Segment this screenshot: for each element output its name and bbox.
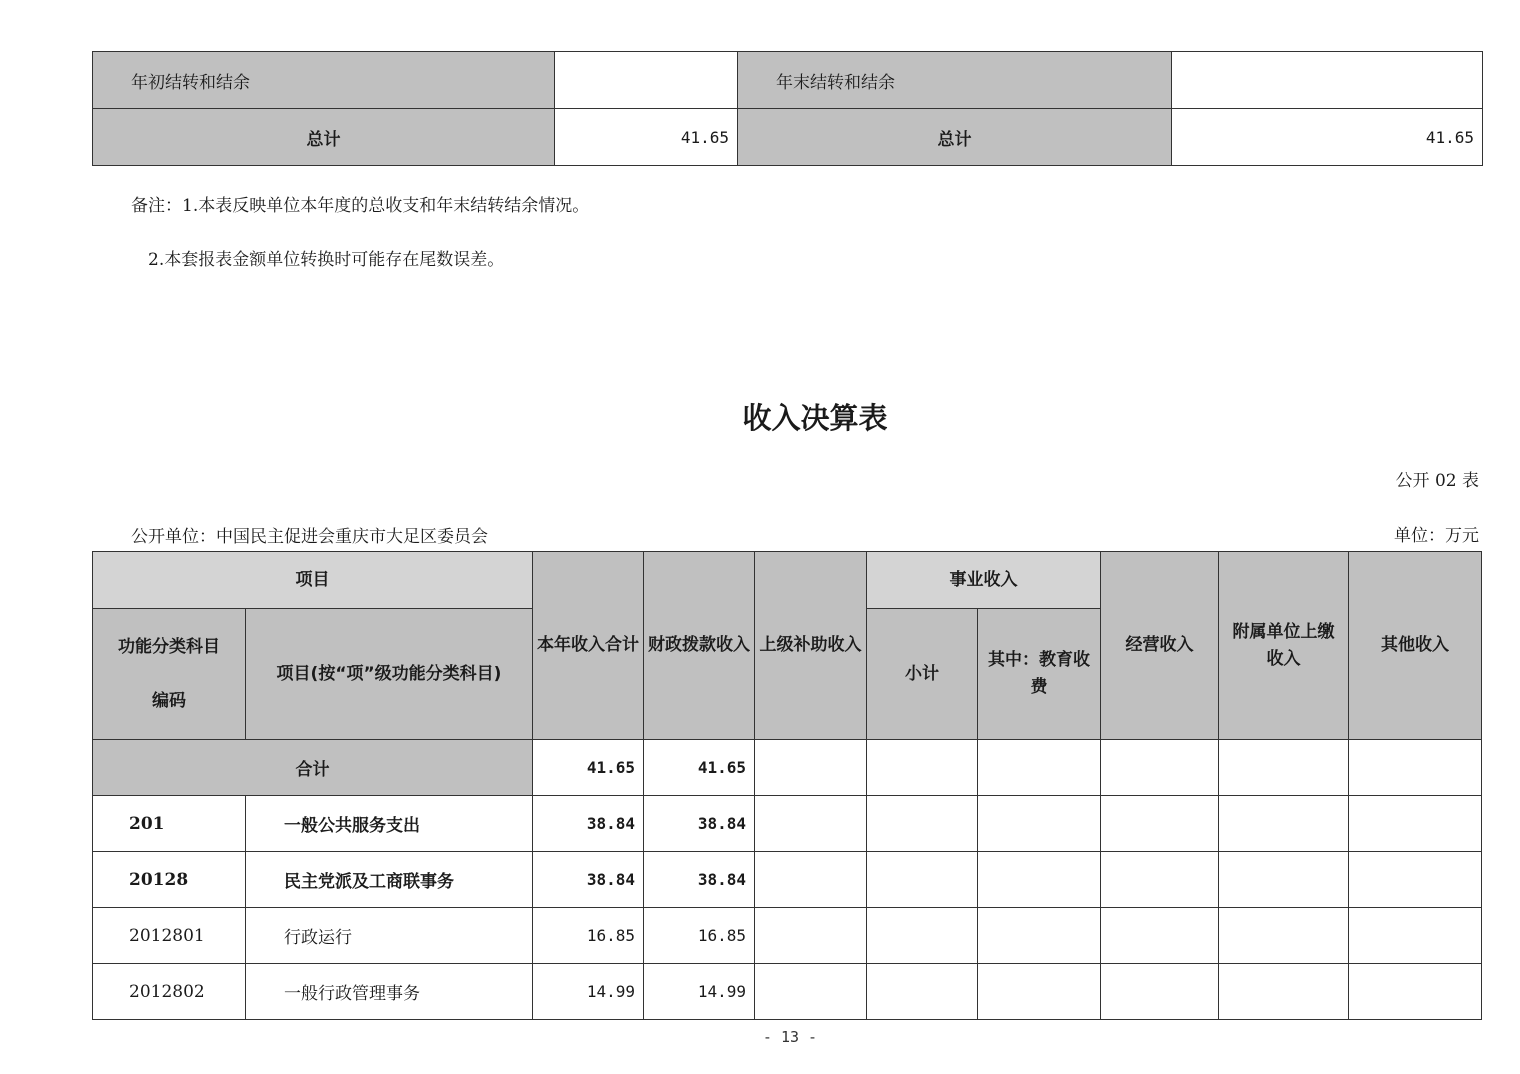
empty-cell <box>755 796 867 852</box>
row-name: 行政运行 <box>246 908 533 964</box>
total-row-total: 41.65 <box>533 740 644 796</box>
empty-cell <box>867 964 978 1020</box>
empty-cell <box>978 908 1101 964</box>
header-business: 事业收入 <box>867 552 1101 609</box>
header-operating: 经营收入 <box>1101 552 1219 740</box>
empty-cell <box>1219 964 1349 1020</box>
empty-cell <box>867 908 978 964</box>
row-fiscal: 38.84 <box>644 852 755 908</box>
total-label: 总计 <box>738 109 1172 166</box>
empty-cell <box>978 796 1101 852</box>
header-other: 其他收入 <box>1349 552 1482 740</box>
empty-cell <box>1349 852 1482 908</box>
empty-cell <box>755 964 867 1020</box>
empty-cell <box>1349 740 1482 796</box>
row-name: 一般公共服务支出 <box>246 796 533 852</box>
table-row <box>93 908 1482 964</box>
currency-unit: 单位：万元 <box>1394 526 1479 546</box>
empty-cell <box>1219 796 1349 852</box>
empty-cell <box>1101 964 1219 1020</box>
empty-cell <box>1349 964 1482 1020</box>
row-total: 14.99 <box>533 964 644 1020</box>
row-name: 一般行政管理事务 <box>246 964 533 1020</box>
note-line-2: 2.本套报表金额单位转换时可能存在尾数误差。 <box>148 250 505 270</box>
row-fiscal: 38.84 <box>644 796 755 852</box>
reporting-unit: 公开单位：中国民主促进会重庆市大足区委员会 <box>131 527 488 547</box>
row-code: 201 <box>93 796 246 852</box>
header-fiscal: 财政拨款收入 <box>644 552 755 740</box>
label-cell: 年初结转和结余 <box>93 52 555 109</box>
header-func-code: 功能分类科目编码 <box>93 609 246 740</box>
header-affiliated: 附属单位上缴收入 <box>1219 552 1349 740</box>
empty-cell <box>1219 908 1349 964</box>
header-superior: 上级补助收入 <box>755 552 867 740</box>
empty-cell <box>1219 852 1349 908</box>
empty-cell <box>1101 852 1219 908</box>
row-code: 2012801 <box>93 908 246 964</box>
row-code: 2012802 <box>93 964 246 1020</box>
total-row-label: 合计 <box>93 740 533 796</box>
total-row-fiscal: 41.65 <box>644 740 755 796</box>
empty-cell <box>978 740 1101 796</box>
header-total-income: 本年收入合计 <box>533 552 644 740</box>
empty-cell <box>755 852 867 908</box>
empty-cell <box>867 852 978 908</box>
empty-cell <box>1101 908 1219 964</box>
header-project-item: 项目(按“项”级功能分类科目) <box>246 609 533 740</box>
page-number: - 13 - <box>762 1028 818 1046</box>
total-value: 41.65 <box>1172 109 1483 166</box>
form-code: 公开 02 表 <box>1395 471 1479 491</box>
empty-cell <box>867 740 978 796</box>
header-project: 项目 <box>93 552 533 609</box>
empty-cell <box>978 852 1101 908</box>
empty-cell <box>1349 796 1482 852</box>
row-name: 民主党派及工商联事务 <box>246 852 533 908</box>
empty-cell <box>1349 908 1482 964</box>
empty-cell <box>755 740 867 796</box>
header-subtotal: 小计 <box>867 609 978 740</box>
total-value: 41.65 <box>555 109 738 166</box>
empty-cell <box>1101 796 1219 852</box>
table-row <box>93 740 1482 796</box>
value-cell <box>1172 52 1483 109</box>
income-table <box>92 551 1482 1020</box>
table-row <box>93 52 1483 109</box>
row-code: 20128 <box>93 852 246 908</box>
empty-cell <box>1101 740 1219 796</box>
empty-cell <box>867 796 978 852</box>
summary-table <box>92 51 1483 166</box>
row-fiscal: 16.85 <box>644 908 755 964</box>
table-row <box>93 109 1483 166</box>
label-cell: 年末结转和结余 <box>738 52 1172 109</box>
empty-cell <box>978 964 1101 1020</box>
row-total: 38.84 <box>533 852 644 908</box>
row-fiscal: 14.99 <box>644 964 755 1020</box>
empty-cell <box>1219 740 1349 796</box>
row-total: 16.85 <box>533 908 644 964</box>
table-row <box>93 796 1482 852</box>
table-row <box>93 852 1482 908</box>
row-total: 38.84 <box>533 796 644 852</box>
header-education: 其中：教育收费 <box>978 609 1101 740</box>
page-title: 收入决算表 <box>742 401 888 435</box>
total-label: 总计 <box>93 109 555 166</box>
value-cell <box>555 52 738 109</box>
note-line-1: 备注：1.本表反映单位本年度的总收支和年末结转结余情况。 <box>131 196 590 216</box>
empty-cell <box>755 908 867 964</box>
table-row <box>93 964 1482 1020</box>
